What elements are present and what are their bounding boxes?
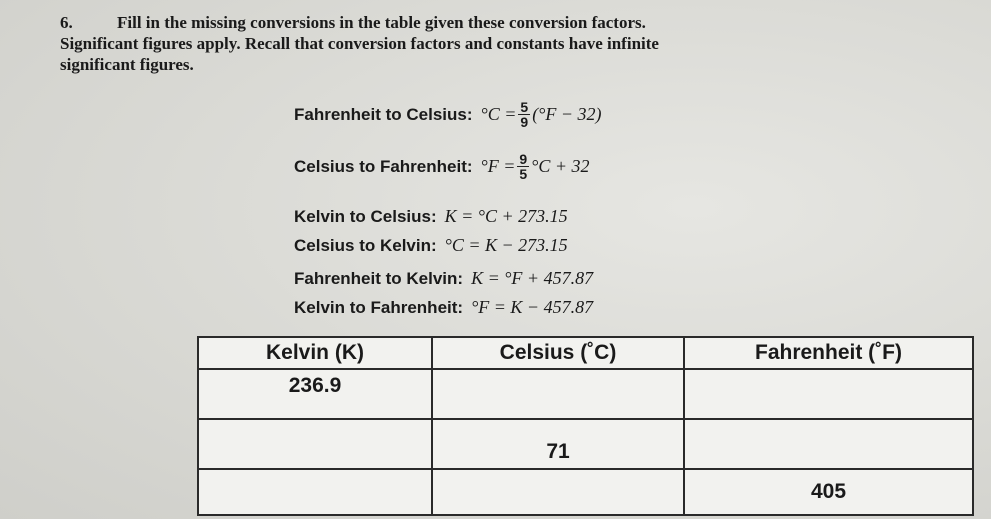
header-celsius: Celsius (˚C): [432, 337, 684, 369]
formula-label: Kelvin to Celsius:: [294, 206, 437, 226]
question-text: [60, 12, 960, 75]
cell-celsius[interactable]: [432, 369, 684, 419]
formula-expression: °F = K − 457.87: [471, 297, 594, 317]
table-header-row: [198, 337, 973, 369]
formula-k-to-f: [294, 297, 593, 318]
formula-label: Celsius to Kelvin:: [294, 235, 437, 255]
table-row: [198, 469, 973, 515]
formula-expression: °C = $\frac{5}{9}$ (°F − 32): [480, 99, 602, 130]
formula-expression: K = °C + 273.15: [444, 206, 568, 226]
formula-k-to-c: [294, 206, 568, 227]
header-kelvin: Kelvin (K): [198, 337, 432, 369]
fraction: $\frac{9}{5}$: [519, 151, 528, 182]
formula-expression: °F = $\frac{9}{5}$ °C + 32: [480, 151, 590, 182]
conversion-table: [197, 336, 974, 516]
table-row: [198, 419, 973, 469]
formula-label: Fahrenheit to Kelvin:: [294, 268, 464, 288]
header-fahrenheit: Fahrenheit (˚F): [684, 337, 973, 369]
formula-label: Fahrenheit to Celsius:: [294, 104, 473, 124]
cell-kelvin[interactable]: [198, 469, 432, 515]
cell-celsius[interactable]: 71: [432, 419, 684, 469]
question-line-2: Significant figures apply. Recall that conversion factors and constants have infinite: [60, 34, 659, 53]
formula-label: Kelvin to Fahrenheit:: [294, 297, 464, 317]
formula-c-to-k: [294, 235, 568, 256]
fraction: $\frac{5}{9}$: [520, 99, 529, 130]
question-line-1: 6. Fill in the missing conversions in the table given these conversion factors.: [60, 13, 646, 32]
formula-f-to-c: [294, 100, 602, 129]
cell-kelvin[interactable]: [198, 419, 432, 469]
cell-fahrenheit[interactable]: [684, 369, 973, 419]
formula-f-to-k: [294, 268, 593, 289]
table-row: [198, 369, 973, 419]
formula-expression: K = °F + 457.87: [471, 268, 594, 288]
question-line-3: significant figures.: [60, 55, 194, 74]
cell-fahrenheit[interactable]: [684, 419, 973, 469]
cell-celsius[interactable]: [432, 469, 684, 515]
question-number: 6.: [60, 13, 73, 32]
cell-kelvin[interactable]: 236.9: [198, 369, 432, 419]
formula-label: Celsius to Fahrenheit:: [294, 156, 473, 176]
formula-c-to-f: [294, 152, 590, 181]
cell-fahrenheit[interactable]: 405: [684, 469, 973, 515]
formula-expression: °C = K − 273.15: [444, 235, 568, 255]
